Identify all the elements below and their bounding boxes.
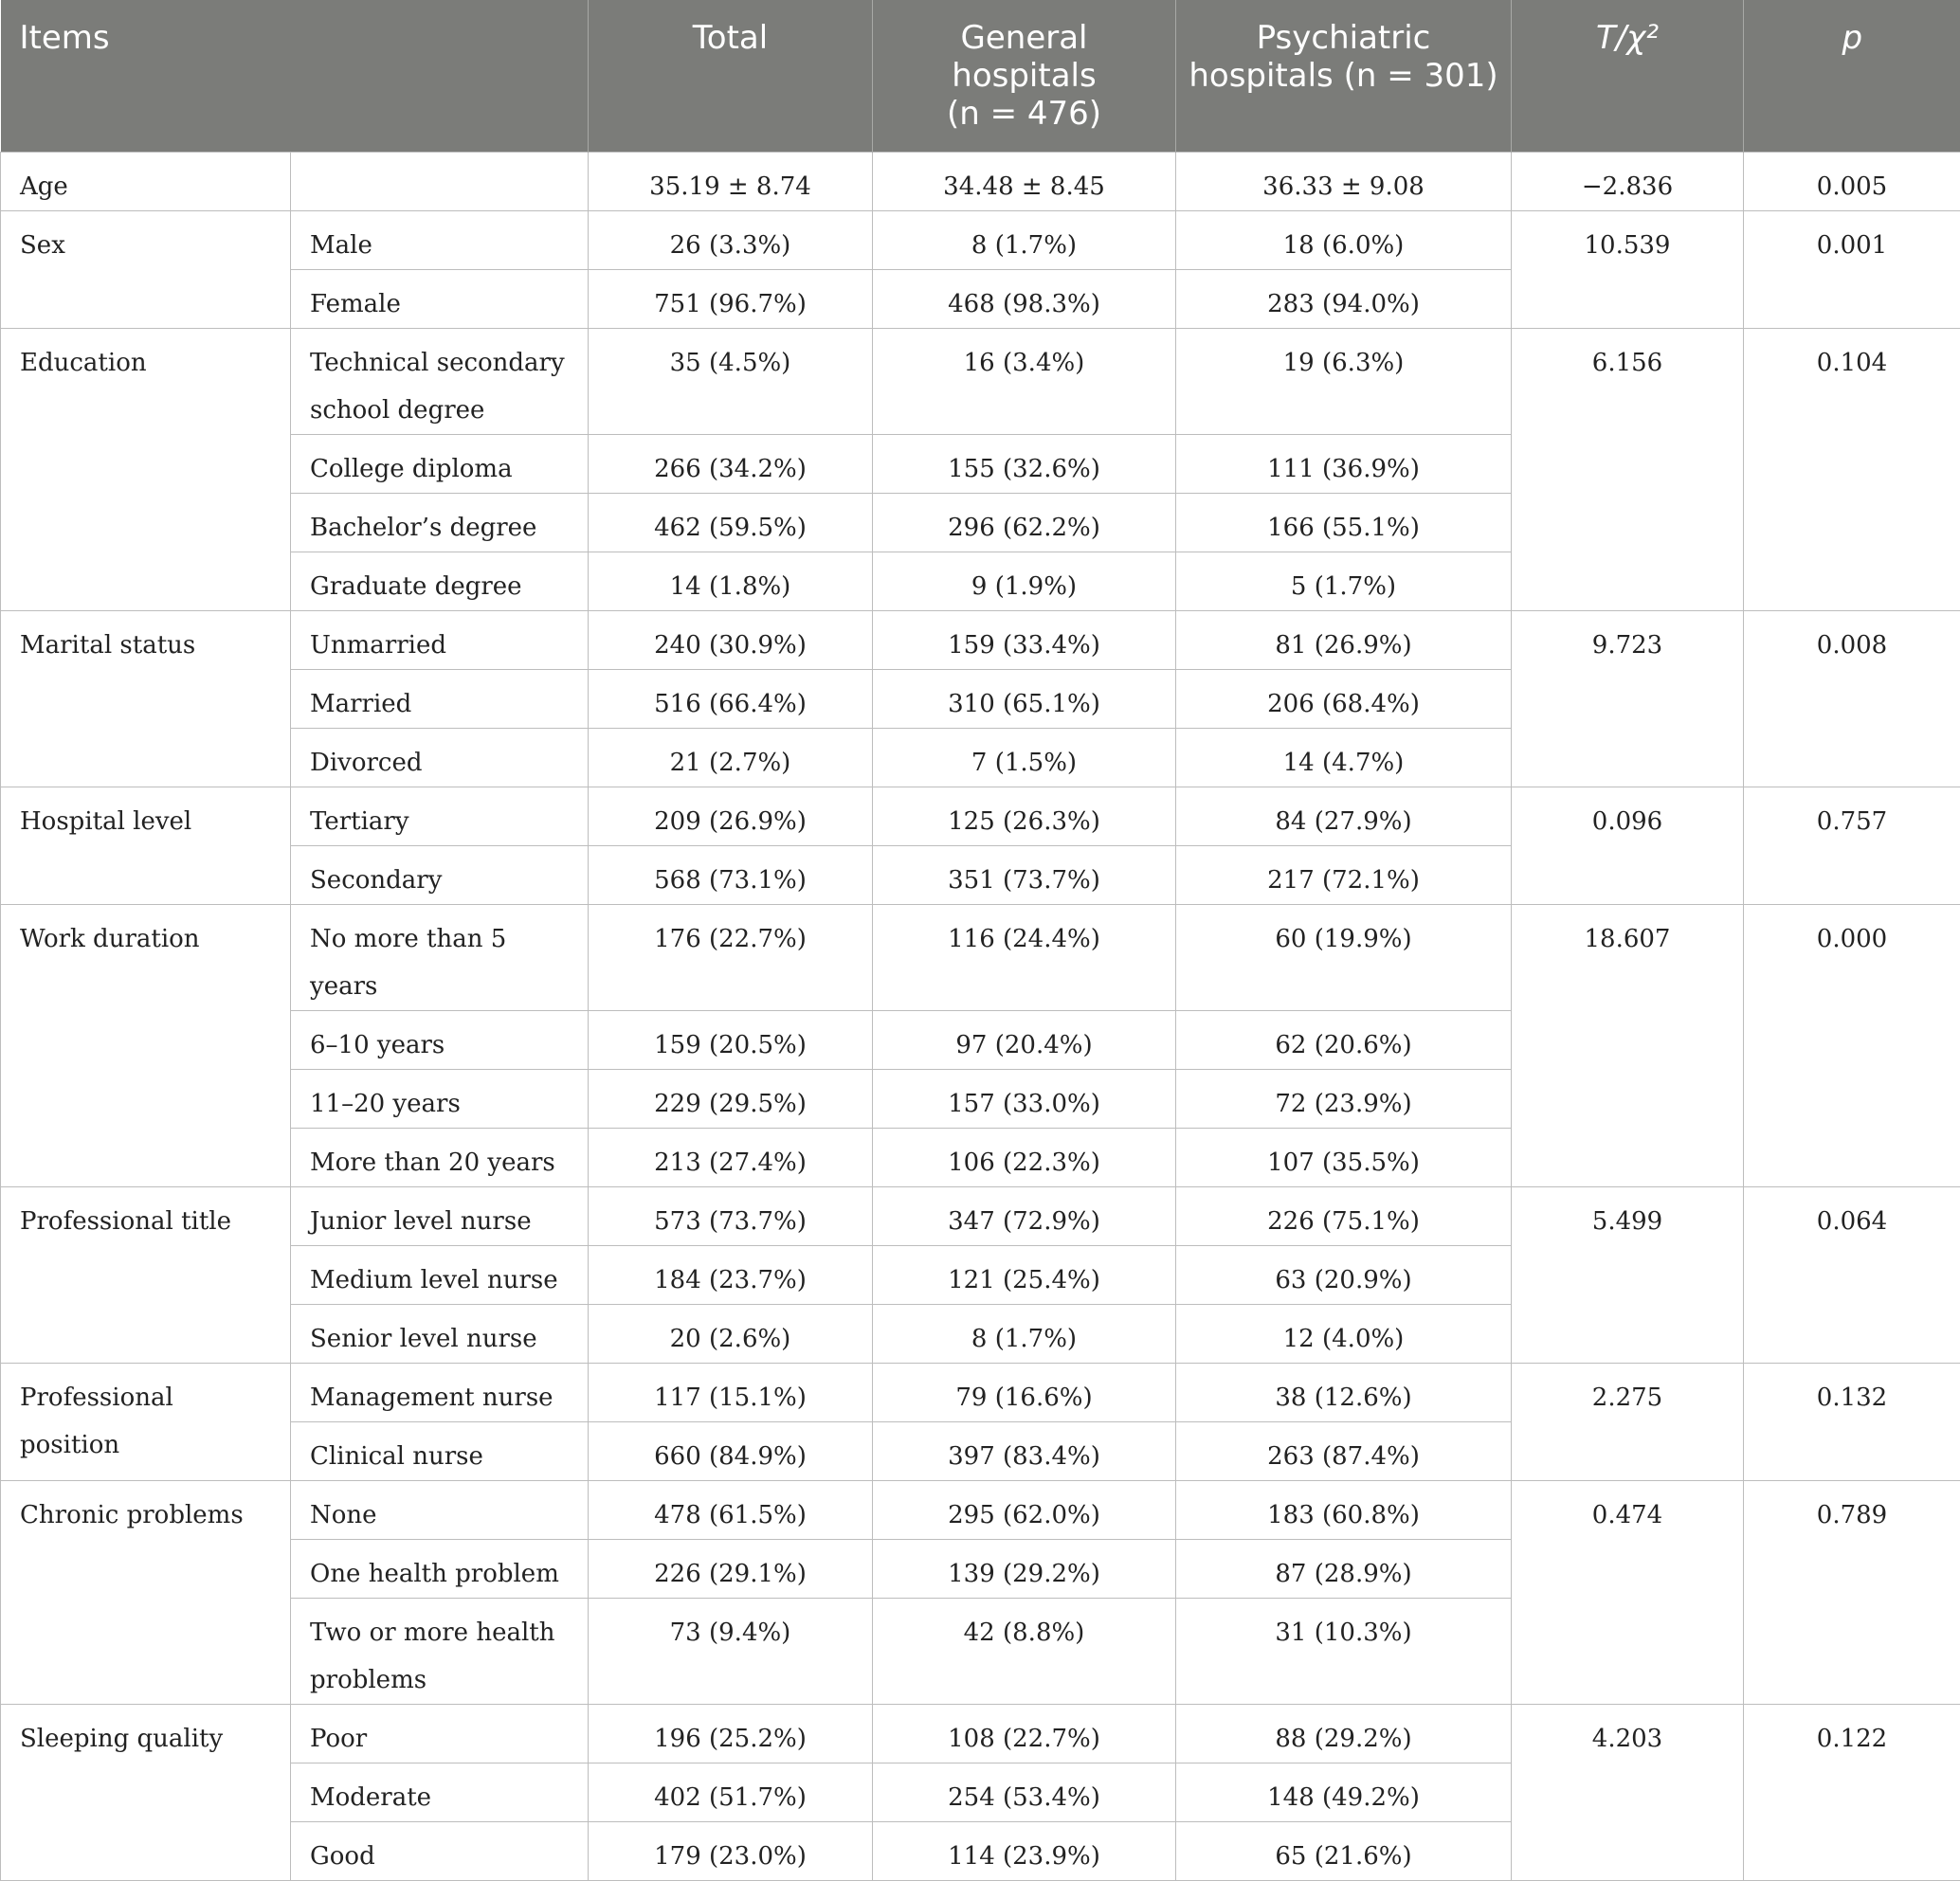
header-general-line1: General	[882, 19, 1166, 57]
item-cell: Hospital level	[1, 787, 291, 905]
psychiatric-cell: 31 (10.3%)	[1176, 1599, 1512, 1705]
subitem-cell: Senior level nurse	[291, 1305, 589, 1364]
psychiatric-cell: 84 (27.9%)	[1176, 787, 1512, 846]
total-cell: 176 (22.7%)	[589, 905, 873, 1011]
subitem-cell: No more than 5 years	[291, 905, 589, 1011]
p-value-cell: 0.001	[1744, 211, 1960, 329]
psychiatric-cell: 226 (75.1%)	[1176, 1187, 1512, 1246]
general-cell: 296 (62.2%)	[873, 494, 1176, 552]
general-cell: 310 (65.1%)	[873, 670, 1176, 729]
p-value-cell: 0.008	[1744, 611, 1960, 787]
psychiatric-cell: 72 (23.9%)	[1176, 1070, 1512, 1129]
general-cell: 16 (3.4%)	[873, 329, 1176, 435]
psychiatric-cell: 87 (28.9%)	[1176, 1540, 1512, 1599]
statistic-cell: 0.096	[1512, 787, 1744, 905]
header-psych-n: hospitals (n = 301)	[1186, 57, 1501, 95]
table-row	[1, 211, 1960, 270]
subitem-cell: Good	[291, 1822, 589, 1881]
psychiatric-cell: 62 (20.6%)	[1176, 1011, 1512, 1070]
total-cell: 20 (2.6%)	[589, 1305, 873, 1364]
total-cell: 117 (15.1%)	[589, 1364, 873, 1422]
item-cell: Sex	[1, 211, 291, 329]
general-cell: 42 (8.8%)	[873, 1599, 1176, 1705]
p-value-cell: 0.789	[1744, 1481, 1960, 1705]
psychiatric-cell: 88 (29.2%)	[1176, 1705, 1512, 1763]
total-cell: 402 (51.7%)	[589, 1763, 873, 1822]
item-cell: Education	[1, 329, 291, 611]
subitem-cell: Male	[291, 211, 589, 270]
p-value-cell: 0.122	[1744, 1705, 1960, 1881]
psychiatric-cell: 111 (36.9%)	[1176, 435, 1512, 494]
general-cell: 97 (20.4%)	[873, 1011, 1176, 1070]
general-cell: 121 (25.4%)	[873, 1246, 1176, 1305]
psychiatric-cell: 81 (26.9%)	[1176, 611, 1512, 670]
general-cell: 114 (23.9%)	[873, 1822, 1176, 1881]
general-cell: 8 (1.7%)	[873, 211, 1176, 270]
statistic-cell: −2.836	[1512, 153, 1744, 211]
header-general-n: (n = 476)	[882, 95, 1166, 133]
total-cell: 266 (34.2%)	[589, 435, 873, 494]
subitem-cell: Bachelor’s degree	[291, 494, 589, 552]
total-cell: 184 (23.7%)	[589, 1246, 873, 1305]
general-cell: 139 (29.2%)	[873, 1540, 1176, 1599]
subitem-cell: Technical secondary school degree	[291, 329, 589, 435]
total-cell: 478 (61.5%)	[589, 1481, 873, 1540]
total-cell: 26 (3.3%)	[589, 211, 873, 270]
item-cell: Marital status	[1, 611, 291, 787]
general-cell: 108 (22.7%)	[873, 1705, 1176, 1763]
psychiatric-cell: 5 (1.7%)	[1176, 552, 1512, 611]
table-row	[1, 1364, 1960, 1422]
p-value-cell: 0.064	[1744, 1187, 1960, 1364]
total-cell: 73 (9.4%)	[589, 1599, 873, 1705]
general-cell: 106 (22.3%)	[873, 1129, 1176, 1187]
general-cell: 347 (72.9%)	[873, 1187, 1176, 1246]
subitem-cell	[291, 153, 589, 211]
header-general-hospitals	[873, 0, 1176, 153]
header-psychiatric-hospitals	[1176, 0, 1512, 153]
total-cell: 516 (66.4%)	[589, 670, 873, 729]
psychiatric-cell: 60 (19.9%)	[1176, 905, 1512, 1011]
statistic-cell: 0.474	[1512, 1481, 1744, 1705]
subitem-cell: Tertiary	[291, 787, 589, 846]
psychiatric-cell: 263 (87.4%)	[1176, 1422, 1512, 1481]
subitem-cell: College diploma	[291, 435, 589, 494]
table-body	[1, 153, 1960, 1881]
header-row	[1, 0, 1960, 153]
total-cell: 179 (23.0%)	[589, 1822, 873, 1881]
p-value-cell: 0.132	[1744, 1364, 1960, 1481]
subitem-cell: Clinical nurse	[291, 1422, 589, 1481]
psychiatric-cell: 65 (21.6%)	[1176, 1822, 1512, 1881]
subitem-cell: Divorced	[291, 729, 589, 787]
item-cell: Age	[1, 153, 291, 211]
psychiatric-cell: 36.33 ± 9.08	[1176, 153, 1512, 211]
total-cell: 229 (29.5%)	[589, 1070, 873, 1129]
total-cell: 462 (59.5%)	[589, 494, 873, 552]
psychiatric-cell: 63 (20.9%)	[1176, 1246, 1512, 1305]
general-cell: 468 (98.3%)	[873, 270, 1176, 329]
statistic-cell: 6.156	[1512, 329, 1744, 611]
item-cell: Work duration	[1, 905, 291, 1187]
item-cell: Professional title	[1, 1187, 291, 1364]
statistic-cell: 18.607	[1512, 905, 1744, 1187]
general-cell: 125 (26.3%)	[873, 787, 1176, 846]
general-cell: 34.48 ± 8.45	[873, 153, 1176, 211]
subitem-cell: More than 20 years	[291, 1129, 589, 1187]
general-cell: 7 (1.5%)	[873, 729, 1176, 787]
item-cell: Professional position	[1, 1364, 291, 1481]
psychiatric-cell: 206 (68.4%)	[1176, 670, 1512, 729]
total-cell: 226 (29.1%)	[589, 1540, 873, 1599]
subitem-cell: 11–20 years	[291, 1070, 589, 1129]
statistic-cell: 10.539	[1512, 211, 1744, 329]
header-items: Items	[1, 0, 589, 153]
general-cell: 295 (62.0%)	[873, 1481, 1176, 1540]
statistic-cell: 2.275	[1512, 1364, 1744, 1481]
total-cell: 35 (4.5%)	[589, 329, 873, 435]
subitem-cell: Medium level nurse	[291, 1246, 589, 1305]
table-row	[1, 787, 1960, 846]
subitem-cell: Poor	[291, 1705, 589, 1763]
table-row	[1, 611, 1960, 670]
psychiatric-cell: 217 (72.1%)	[1176, 846, 1512, 905]
header-psych-line1: Psychiatric	[1186, 19, 1501, 57]
total-cell: 213 (27.4%)	[589, 1129, 873, 1187]
psychiatric-cell: 283 (94.0%)	[1176, 270, 1512, 329]
total-cell: 14 (1.8%)	[589, 552, 873, 611]
general-cell: 351 (73.7%)	[873, 846, 1176, 905]
statistic-cell: 9.723	[1512, 611, 1744, 787]
psychiatric-cell: 38 (12.6%)	[1176, 1364, 1512, 1422]
total-cell: 21 (2.7%)	[589, 729, 873, 787]
general-cell: 8 (1.7%)	[873, 1305, 1176, 1364]
subitem-cell: Secondary	[291, 846, 589, 905]
psychiatric-cell: 14 (4.7%)	[1176, 729, 1512, 787]
subitem-cell: None	[291, 1481, 589, 1540]
subitem-cell: Married	[291, 670, 589, 729]
total-cell: 568 (73.1%)	[589, 846, 873, 905]
header-statistic: T/χ²	[1512, 0, 1744, 153]
statistic-cell: 5.499	[1512, 1187, 1744, 1364]
p-value-cell: 0.000	[1744, 905, 1960, 1187]
p-value-cell: 0.104	[1744, 329, 1960, 611]
general-cell: 397 (83.4%)	[873, 1422, 1176, 1481]
psychiatric-cell: 183 (60.8%)	[1176, 1481, 1512, 1540]
p-value-cell: 0.005	[1744, 153, 1960, 211]
total-cell: 240 (30.9%)	[589, 611, 873, 670]
subitem-cell: Junior level nurse	[291, 1187, 589, 1246]
item-cell: Chronic problems	[1, 1481, 291, 1705]
total-cell: 573 (73.7%)	[589, 1187, 873, 1246]
subitem-cell: Unmarried	[291, 611, 589, 670]
subitem-cell: One health problem	[291, 1540, 589, 1599]
psychiatric-cell: 107 (35.5%)	[1176, 1129, 1512, 1187]
subitem-cell: Moderate	[291, 1763, 589, 1822]
table-row	[1, 1705, 1960, 1763]
item-cell: Sleeping quality	[1, 1705, 291, 1881]
general-cell: 155 (32.6%)	[873, 435, 1176, 494]
total-cell: 209 (26.9%)	[589, 787, 873, 846]
total-cell: 196 (25.2%)	[589, 1705, 873, 1763]
psychiatric-cell: 18 (6.0%)	[1176, 211, 1512, 270]
subitem-cell: Two or more health problems	[291, 1599, 589, 1705]
subitem-cell: Management nurse	[291, 1364, 589, 1422]
subitem-cell: Female	[291, 270, 589, 329]
table-row	[1, 329, 1960, 435]
header-total: Total	[589, 0, 873, 153]
total-cell: 35.19 ± 8.74	[589, 153, 873, 211]
psychiatric-cell: 148 (49.2%)	[1176, 1763, 1512, 1822]
total-cell: 751 (96.7%)	[589, 270, 873, 329]
general-cell: 159 (33.4%)	[873, 611, 1176, 670]
statistic-cell: 4.203	[1512, 1705, 1744, 1881]
total-cell: 159 (20.5%)	[589, 1011, 873, 1070]
table-row	[1, 905, 1960, 1011]
psychiatric-cell: 166 (55.1%)	[1176, 494, 1512, 552]
psychiatric-cell: 19 (6.3%)	[1176, 329, 1512, 435]
p-value-cell: 0.757	[1744, 787, 1960, 905]
general-cell: 79 (16.6%)	[873, 1364, 1176, 1422]
table-row	[1, 1481, 1960, 1540]
total-cell: 660 (84.9%)	[589, 1422, 873, 1481]
header-general-line2: hospitals	[882, 57, 1166, 95]
table-row	[1, 1187, 1960, 1246]
header-p-value: p	[1744, 0, 1960, 153]
table-row	[1, 153, 1960, 211]
psychiatric-cell: 12 (4.0%)	[1176, 1305, 1512, 1364]
subitem-cell: Graduate degree	[291, 552, 589, 611]
subitem-cell: 6–10 years	[291, 1011, 589, 1070]
general-cell: 254 (53.4%)	[873, 1763, 1176, 1822]
general-cell: 9 (1.9%)	[873, 552, 1176, 611]
general-cell: 157 (33.0%)	[873, 1070, 1176, 1129]
general-cell: 116 (24.4%)	[873, 905, 1176, 1011]
